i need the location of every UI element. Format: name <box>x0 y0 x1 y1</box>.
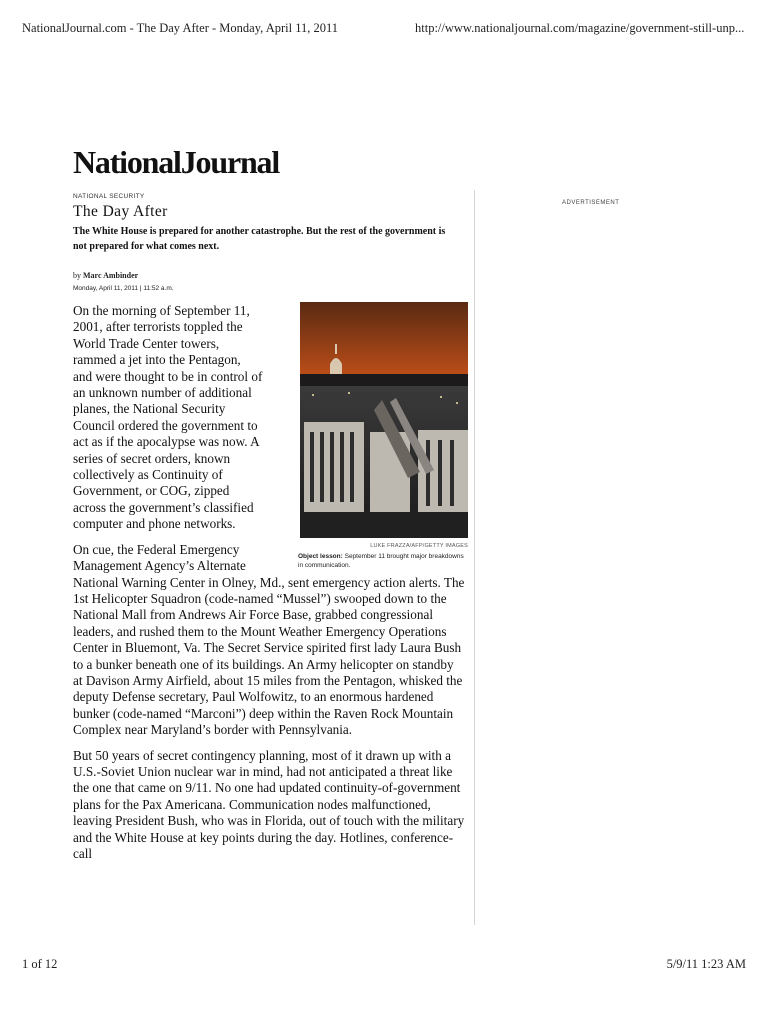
body-paragraph: On cue, the Federal Emergency Management Agency’s Alternate National Warning Center in Olney, Md., sent emergency action alerts. The 1st Helicopter Squadron (code-named “Mussel”) swooped down to the National Mall from Andrews Air Force Base, grabbed congressional leaders, and rushed them to the Mount Weather Emergency Operations Center in Bluemont, Va. The Secret Service spirited first lady Laura Bush to a bunker beneath one of its buildings. An Army helicopter on standby at Davison Army Airfield, about 15 miles from the Pentagon, whisked the deputy Defense secretary, Paul Wolfowitz, to an enormous hardened bunker (code-named “Marconi”) deep within the Raven Rock Mountain Complex near Maryland’s border with Pennsylvania. <box>73 541 465 738</box>
article-title: The Day After <box>73 203 168 220</box>
body-paragraph: But 50 years of secret contingency planning, most of it drawn up with a U.S.-Soviet Union nuclear war in mind, had not anticipated a threat like the one that came on 9/11. No one had updated continuity-of-government plans for the Pax Americana. Communication nodes malfunctioned, leaving President Bush, who was in Florida, out of touch with the military and the White House at key points during the day. Hotlines, conference-call <box>73 747 465 861</box>
caption-text: September 11 brought major breakdowns in communication. <box>298 553 464 569</box>
body-paragraph: On the morning of September 11, 2001, after terrorists toppled the World Trade Center towers, rammed a jet into the Pentagon, and were thought to be in control of an unknown number of additional planes, the National Security Council ordered the government to act as if the apocalypse was now. A series of secret orders, known collectively as Continuity of Government, or COG, zipped across the government’s classified computer and phone networks. <box>73 303 263 532</box>
caption-lead: Object lesson: <box>298 553 343 560</box>
article-body <box>73 303 465 871</box>
section-label[interactable]: NATIONAL SECURITY <box>73 193 145 200</box>
byline-prefix: by <box>73 271 81 280</box>
browser-page-url: http://www.nationaljournal.com/magazine/government-still-unp... <box>415 21 745 35</box>
advertisement-label: ADVERTISEMENT <box>562 200 620 206</box>
byline <box>73 271 138 280</box>
browser-page-title: NationalJournal.com - The Day After - Monday, April 11, 2011 <box>22 21 339 35</box>
photo-spacer <box>263 303 465 573</box>
print-timestamp: 5/9/11 1:23 AM <box>666 957 746 971</box>
column-divider <box>474 190 475 925</box>
publish-date: Monday, April 11, 2011 | 11:52 a.m. <box>73 285 174 292</box>
photo-credit: LUKE FRAZZA/AFP/GETTY IMAGES <box>370 543 468 549</box>
article-dek: The White House is prepared for another catastrophe. But the rest of the government is not prepared for what comes next. <box>73 226 446 252</box>
author-link[interactable]: Marc Ambinder <box>83 271 139 280</box>
national-journal-logo[interactable]: NationalJournal <box>73 144 280 180</box>
page-counter: 1 of 12 <box>22 957 58 971</box>
